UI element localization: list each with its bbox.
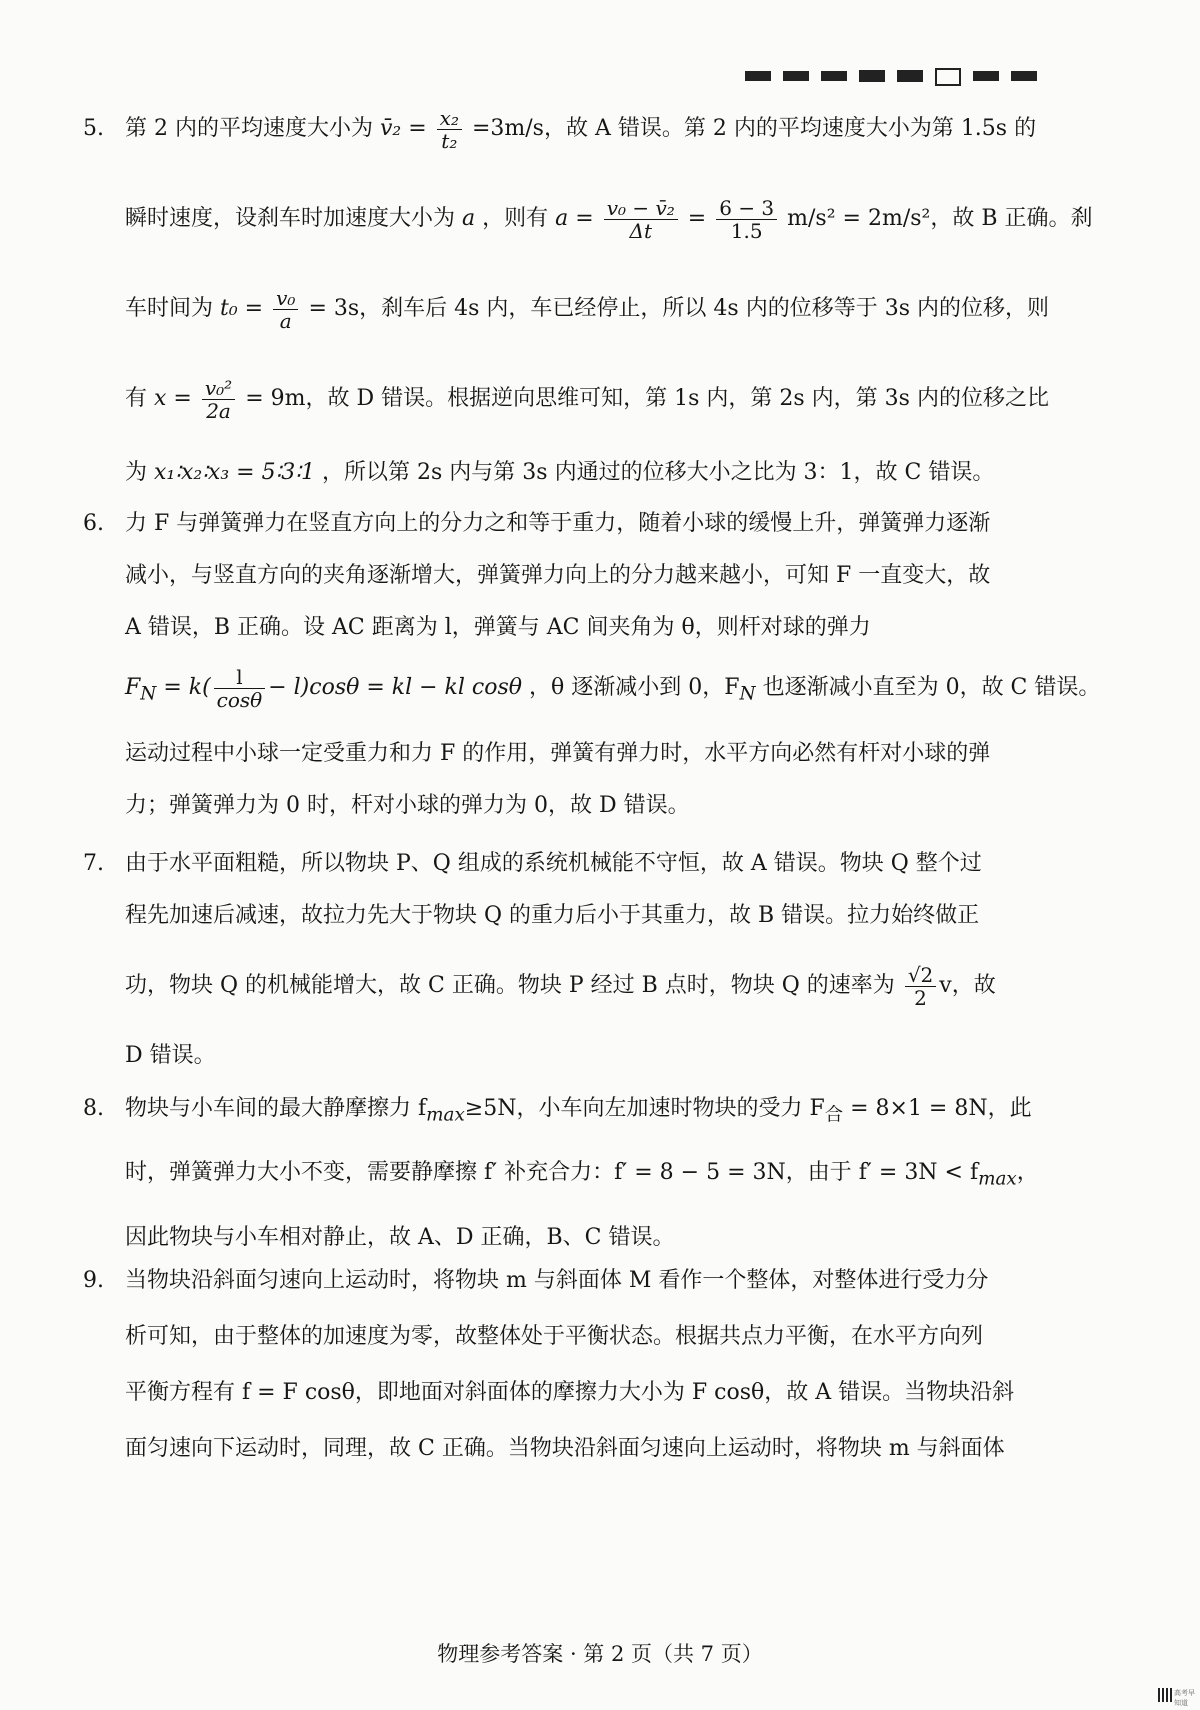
text-line: 因此物块与小车相对静止，故 A、D 正确，B、C 错误。 — [125, 1224, 675, 1250]
text-line: 平衡方程有 f = F cosθ，即地面对斜面体的摩擦力大小为 F cosθ，故 A 错误。当物块沿斜 — [125, 1380, 1015, 1405]
text-line: 时，弹簧弹力大小不变，需要静摩擦 f′ 补充合力：f′ = 8 − 5 = 3N，由于 $f' = 3N < f_{max}$， — [125, 1160, 1039, 1190]
fraction: $\frac{\text{x₂}}{\text{t₂}}$ — [437, 107, 462, 152]
item-number: 5. — [83, 116, 104, 141]
marker-block — [745, 71, 771, 81]
text-line: 有 x = $\frac{\text{v₀²}}{2a}$ = 9m，故 D 错误。根据逆向思维可知，第 1s 内，第 2s 内，第 3s 内的位移之比 — [125, 375, 1049, 423]
marker-block — [783, 71, 809, 81]
page-footer: 物理参考答案 · 第 2 页（共 7 页） — [437, 1642, 763, 1666]
fraction: $\frac{\text{v₀ − v̄₂}}{\Delta t}$ — [604, 197, 678, 242]
text-line: 由于水平面粗糙，所以物块 P、Q 组成的系统机械能不守恒，故 A 错误。物块 Q 整个过 — [125, 851, 982, 876]
text-line: 物块与小车间的最大静摩擦力 $f_{max}\ge 5N$，小车向左加速时物块的受力 $F_合 = 8\times 1 = 8N$，此 — [125, 1096, 1032, 1126]
marker-block — [897, 70, 923, 82]
text-line: D 错误。 — [125, 1043, 216, 1068]
fraction: $\frac{\text{v₀²}}{2a}$ — [202, 377, 235, 422]
answer-item-5 — [83, 103, 1093, 499]
qr-code-icon — [1158, 1688, 1172, 1702]
page-marker-strip — [745, 70, 1037, 86]
marker-block — [1011, 71, 1037, 81]
text-line: $F_N = k$( $\frac{l}{\cos\theta}$ − l)cosθ = kl − kl cosθ ，θ 逐渐减小到 0，$F_N$ 也逐渐减小直至为 0，故 C 错误。 — [125, 664, 1101, 712]
marker-block-hollow — [935, 68, 961, 86]
text-line: 功，物块 Q 的机械能增大，故 C 正确。物块 P 经过 B 点时，物块 Q 的速率为 $\frac{√2}{2}$ v，故 — [125, 962, 996, 1010]
answer-item-7 — [83, 838, 1055, 1082]
fraction: $\frac{6 - 3}{1.5}$ — [716, 197, 777, 242]
text-line: 第 2 内的平均速度大小为 v̄₂ = $\frac{\text{x₂}}{\text{t₂}}$ =3m/s，故 A 错误。第 2 内的平均速度大小为第 1.5s 的 — [125, 105, 1037, 153]
text-line: A 错误，B 正确。设 AC 距离为 l，弹簧与 AC 间夹角为 θ，则杆对球的弹力 — [125, 615, 871, 640]
answer-item-6 — [83, 498, 1101, 832]
text-line: 面匀速向下运动时，同理，故 C 正确。当物块沿斜面匀速向上运动时，将物块 m 与斜面体 — [125, 1436, 1005, 1461]
fraction: $\frac{\text{v₀}}{a}$ — [273, 287, 298, 332]
marker-block — [973, 71, 999, 81]
fraction: $\frac{l}{\cos\theta}$ — [214, 666, 266, 711]
text-line: 力；弹簧弹力为 0 时，杆对小球的弹力为 0，故 D 错误。 — [125, 793, 690, 819]
text-line: 当物块沿斜面匀速向上运动时，将物块 m 与斜面体 M 看作一个整体，对整体进行受力分 — [125, 1268, 989, 1293]
text-line: 析可知，由于整体的加速度为零，故整体处于平衡状态。根据共点力平衡，在水平方向列 — [125, 1324, 984, 1349]
item-number: 8. — [83, 1096, 104, 1121]
text-line: 车时间为 t₀ = $\frac{\text{v₀}}{a}$ = 3s，刹车后 4s 内，车已经停止，所以 4s 内的位移等于 3s 内的位移，则 — [125, 285, 1049, 333]
text-line: 程先加速后减速，故拉力先大于物块 Q 的重力后小于其重力，故 B 错误。拉力始终做正 — [125, 903, 980, 928]
fraction: $\frac{√2}{2}$ — [905, 964, 936, 1009]
text-line: 力 F 与弹簧弹力在竖直方向上的分力之和等于重力，随着小球的缓慢上升，弹簧弹力逐渐 — [125, 511, 991, 536]
answer-item-9 — [83, 1255, 1055, 1475]
item-number: 6. — [83, 511, 104, 536]
watermark: 高考早知道 — [1174, 1689, 1195, 1707]
marker-block — [821, 71, 847, 81]
answer-item-8 — [83, 1083, 1055, 1264]
text-line: 运动过程中小球一定受重力和力 F 的作用，弹簧有弹力时，水平方向必然有杆对小球的弹 — [125, 741, 991, 767]
text-line: 减小，与竖直方向的夹角逐渐增大，弹簧弹力向上的分力越来越小，可知 F 一直变大，故 — [125, 563, 991, 588]
item-number: 9. — [83, 1268, 104, 1293]
marker-block — [859, 70, 885, 82]
text-line: 为 x₁∶x₂∶x₃ = 5∶3∶1 ，所以第 2s 内与第 3s 内通过的位移大小之比为 3：1，故 C 错误。 — [125, 460, 995, 485]
item-number: 7. — [83, 851, 104, 876]
text-line: 瞬时速度，设刹车时加速度大小为 a ，则有 a = $\frac{\text{v₀ − v̄₂}}{\Delta t}$ = $\frac{6 - 3}{1.5}$ m/s² = 2m/s²，故 B 正确。刹 — [125, 195, 1093, 243]
